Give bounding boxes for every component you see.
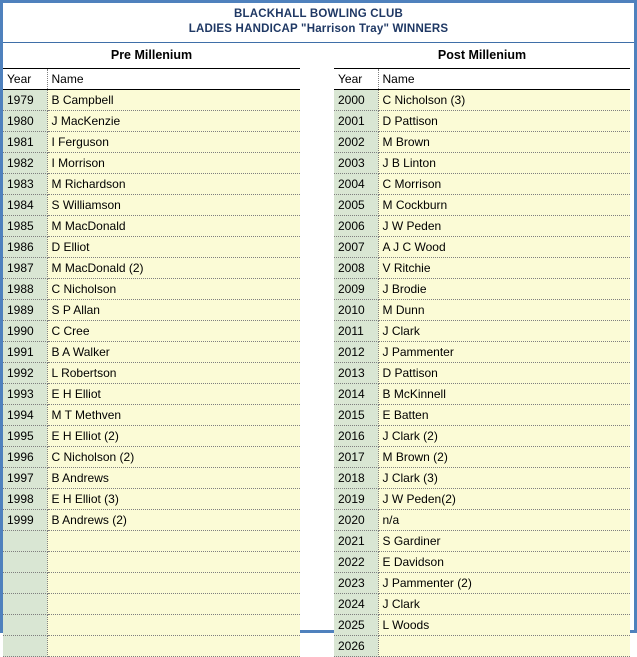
cell-name: J Clark (2) (378, 426, 630, 447)
sheet-header (3, 3, 634, 43)
table-row (334, 405, 630, 426)
cell-year: 1999 (3, 510, 47, 531)
table-row (3, 153, 300, 174)
cell-year: 2001 (334, 111, 378, 132)
cell-name: n/a (378, 510, 630, 531)
cell-name: L Woods (378, 615, 630, 636)
cell-year: 2012 (334, 342, 378, 363)
table-header-row (334, 69, 630, 90)
table-row (334, 300, 630, 321)
cell-year: 1998 (3, 489, 47, 510)
cell-year: 2017 (334, 447, 378, 468)
post-millenium-title: Post Millenium (334, 43, 630, 69)
table-row (334, 489, 630, 510)
cell-year: 1981 (3, 132, 47, 153)
cell-name: B Campbell (47, 90, 300, 111)
cell-year: 1995 (3, 426, 47, 447)
cell-name: J Clark (3) (378, 468, 630, 489)
cell-name: M Richardson (47, 174, 300, 195)
cell-year: 2004 (334, 174, 378, 195)
cell-name: C Morrison (378, 174, 630, 195)
cell-name: V Ritchie (378, 258, 630, 279)
table-row (334, 531, 630, 552)
cell-name: J MacKenzie (47, 111, 300, 132)
table-row (3, 300, 300, 321)
cell-name: B Andrews (47, 468, 300, 489)
table-row (3, 426, 300, 447)
table-row (3, 405, 300, 426)
cell-name (378, 636, 630, 657)
table-row (334, 573, 630, 594)
cell-year: 1982 (3, 153, 47, 174)
cell-year: 1996 (3, 447, 47, 468)
cell-year: 2007 (334, 237, 378, 258)
cell-name: M T Methven (47, 405, 300, 426)
table-row (334, 342, 630, 363)
cell-name: C Cree (47, 321, 300, 342)
cell-year: 1992 (3, 363, 47, 384)
competition-title: LADIES HANDICAP "Harrison Tray" WINNERS (188, 23, 449, 35)
table-row (334, 258, 630, 279)
club-name: BLACKHALL BOWLING CLUB (234, 8, 403, 20)
table-row (3, 573, 300, 594)
cell-year: 2013 (334, 363, 378, 384)
cell-name: J W Peden(2) (378, 489, 630, 510)
table-row (334, 363, 630, 384)
cell-year: 2019 (334, 489, 378, 510)
table-row (334, 174, 630, 195)
cell-year: 2008 (334, 258, 378, 279)
table-row (3, 531, 300, 552)
table-row (334, 279, 630, 300)
table-row (3, 279, 300, 300)
cell-year: 2023 (334, 573, 378, 594)
cell-year: 1994 (3, 405, 47, 426)
cell-name: J Brodie (378, 279, 630, 300)
cell-name: M Dunn (378, 300, 630, 321)
cell-year: 2020 (334, 510, 378, 531)
table-row (3, 510, 300, 531)
table-row (3, 552, 300, 573)
cell-name: E Davidson (378, 552, 630, 573)
cell-year: 2021 (334, 531, 378, 552)
table-row (3, 342, 300, 363)
table-row (334, 510, 630, 531)
table-row (3, 594, 300, 615)
cell-name (47, 573, 300, 594)
cell-year: 2009 (334, 279, 378, 300)
table-row (3, 237, 300, 258)
column-header-year: Year (3, 69, 47, 90)
cell-year: 2015 (334, 405, 378, 426)
cell-name: L Robertson (47, 363, 300, 384)
cell-name: B McKinnell (378, 384, 630, 405)
cell-name: I Morrison (47, 153, 300, 174)
table-row (334, 594, 630, 615)
table-header-row (3, 69, 300, 90)
pre-millenium-title: Pre Millenium (3, 43, 300, 69)
column-header-name: Name (47, 69, 300, 90)
table-row (334, 216, 630, 237)
cell-year: 1979 (3, 90, 47, 111)
table-row (334, 552, 630, 573)
table-row (334, 447, 630, 468)
cell-name: M Cockburn (378, 195, 630, 216)
table-row (334, 321, 630, 342)
cell-year: 1993 (3, 384, 47, 405)
table-row (334, 426, 630, 447)
cell-year: 2005 (334, 195, 378, 216)
table-row (3, 321, 300, 342)
table-row (334, 132, 630, 153)
cell-name: E H Elliot (3) (47, 489, 300, 510)
cell-name: E H Elliot (2) (47, 426, 300, 447)
table-row (3, 90, 300, 111)
cell-year: 2022 (334, 552, 378, 573)
cell-year (3, 552, 47, 573)
table-row (3, 258, 300, 279)
table-row (3, 489, 300, 510)
cell-year: 2025 (334, 615, 378, 636)
table-row (3, 447, 300, 468)
table-row (3, 216, 300, 237)
cell-name: E H Elliot (47, 384, 300, 405)
post-millenium-column (334, 43, 630, 657)
cell-year (3, 594, 47, 615)
cell-name: J Clark (378, 321, 630, 342)
cell-name: E Batten (378, 405, 630, 426)
cell-name: C Nicholson (2) (47, 447, 300, 468)
table-row (334, 468, 630, 489)
pre-millenium-table (3, 69, 300, 657)
cell-name: J W Peden (378, 216, 630, 237)
cell-name: S P Allan (47, 300, 300, 321)
cell-name: A J C Wood (378, 237, 630, 258)
cell-year: 1985 (3, 216, 47, 237)
cell-year: 2006 (334, 216, 378, 237)
cell-year: 1990 (3, 321, 47, 342)
table-row (3, 174, 300, 195)
cell-name (47, 552, 300, 573)
cell-name: B Andrews (2) (47, 510, 300, 531)
column-header-name: Name (378, 69, 630, 90)
cell-year: 1983 (3, 174, 47, 195)
cell-year (3, 636, 47, 657)
table-row (3, 111, 300, 132)
cell-name: C Nicholson (3) (378, 90, 630, 111)
column-gutter (300, 43, 334, 603)
cell-year: 2002 (334, 132, 378, 153)
cell-year: 2026 (334, 636, 378, 657)
cell-name: S Williamson (47, 195, 300, 216)
cell-name: J Pammenter (378, 342, 630, 363)
cell-name: D Elliot (47, 237, 300, 258)
cell-name (47, 615, 300, 636)
cell-name (47, 594, 300, 615)
table-row (334, 90, 630, 111)
cell-name: D Pattison (378, 363, 630, 384)
table-row (3, 384, 300, 405)
table-row (3, 468, 300, 489)
table-row (3, 363, 300, 384)
cell-name: S Gardiner (378, 531, 630, 552)
cell-year: 2011 (334, 321, 378, 342)
cell-year (3, 615, 47, 636)
cell-year: 2003 (334, 153, 378, 174)
table-row (334, 111, 630, 132)
table-row (334, 153, 630, 174)
cell-name (47, 531, 300, 552)
cell-year: 2016 (334, 426, 378, 447)
cell-year: 1989 (3, 300, 47, 321)
cell-year: 2010 (334, 300, 378, 321)
cell-name (47, 636, 300, 657)
cell-name: B A Walker (47, 342, 300, 363)
table-row (3, 195, 300, 216)
cell-name: M MacDonald (47, 216, 300, 237)
cell-year: 1991 (3, 342, 47, 363)
cell-year (3, 531, 47, 552)
column-header-year: Year (334, 69, 378, 90)
winners-columns (3, 43, 634, 653)
cell-name: M MacDonald (2) (47, 258, 300, 279)
cell-year: 2014 (334, 384, 378, 405)
cell-year: 2000 (334, 90, 378, 111)
cell-name: J Clark (378, 594, 630, 615)
table-row (334, 636, 630, 657)
cell-year: 1986 (3, 237, 47, 258)
cell-name: I Ferguson (47, 132, 300, 153)
cell-year: 1984 (3, 195, 47, 216)
table-row (334, 195, 630, 216)
cell-name: J Pammenter (2) (378, 573, 630, 594)
table-row (334, 384, 630, 405)
table-row (3, 615, 300, 636)
cell-name: C Nicholson (47, 279, 300, 300)
pre-millenium-column (3, 43, 300, 657)
cell-name: M Brown (2) (378, 447, 630, 468)
cell-name: M Brown (378, 132, 630, 153)
cell-year: 1980 (3, 111, 47, 132)
table-row (3, 132, 300, 153)
table-row (3, 636, 300, 657)
post-millenium-table (334, 69, 630, 657)
cell-year: 1988 (3, 279, 47, 300)
cell-name: J B Linton (378, 153, 630, 174)
cell-year: 1987 (3, 258, 47, 279)
cell-year: 1997 (3, 468, 47, 489)
cell-year (3, 573, 47, 594)
table-row (334, 237, 630, 258)
cell-year: 2024 (334, 594, 378, 615)
cell-name: D Pattison (378, 111, 630, 132)
table-row (334, 615, 630, 636)
cell-year: 2018 (334, 468, 378, 489)
